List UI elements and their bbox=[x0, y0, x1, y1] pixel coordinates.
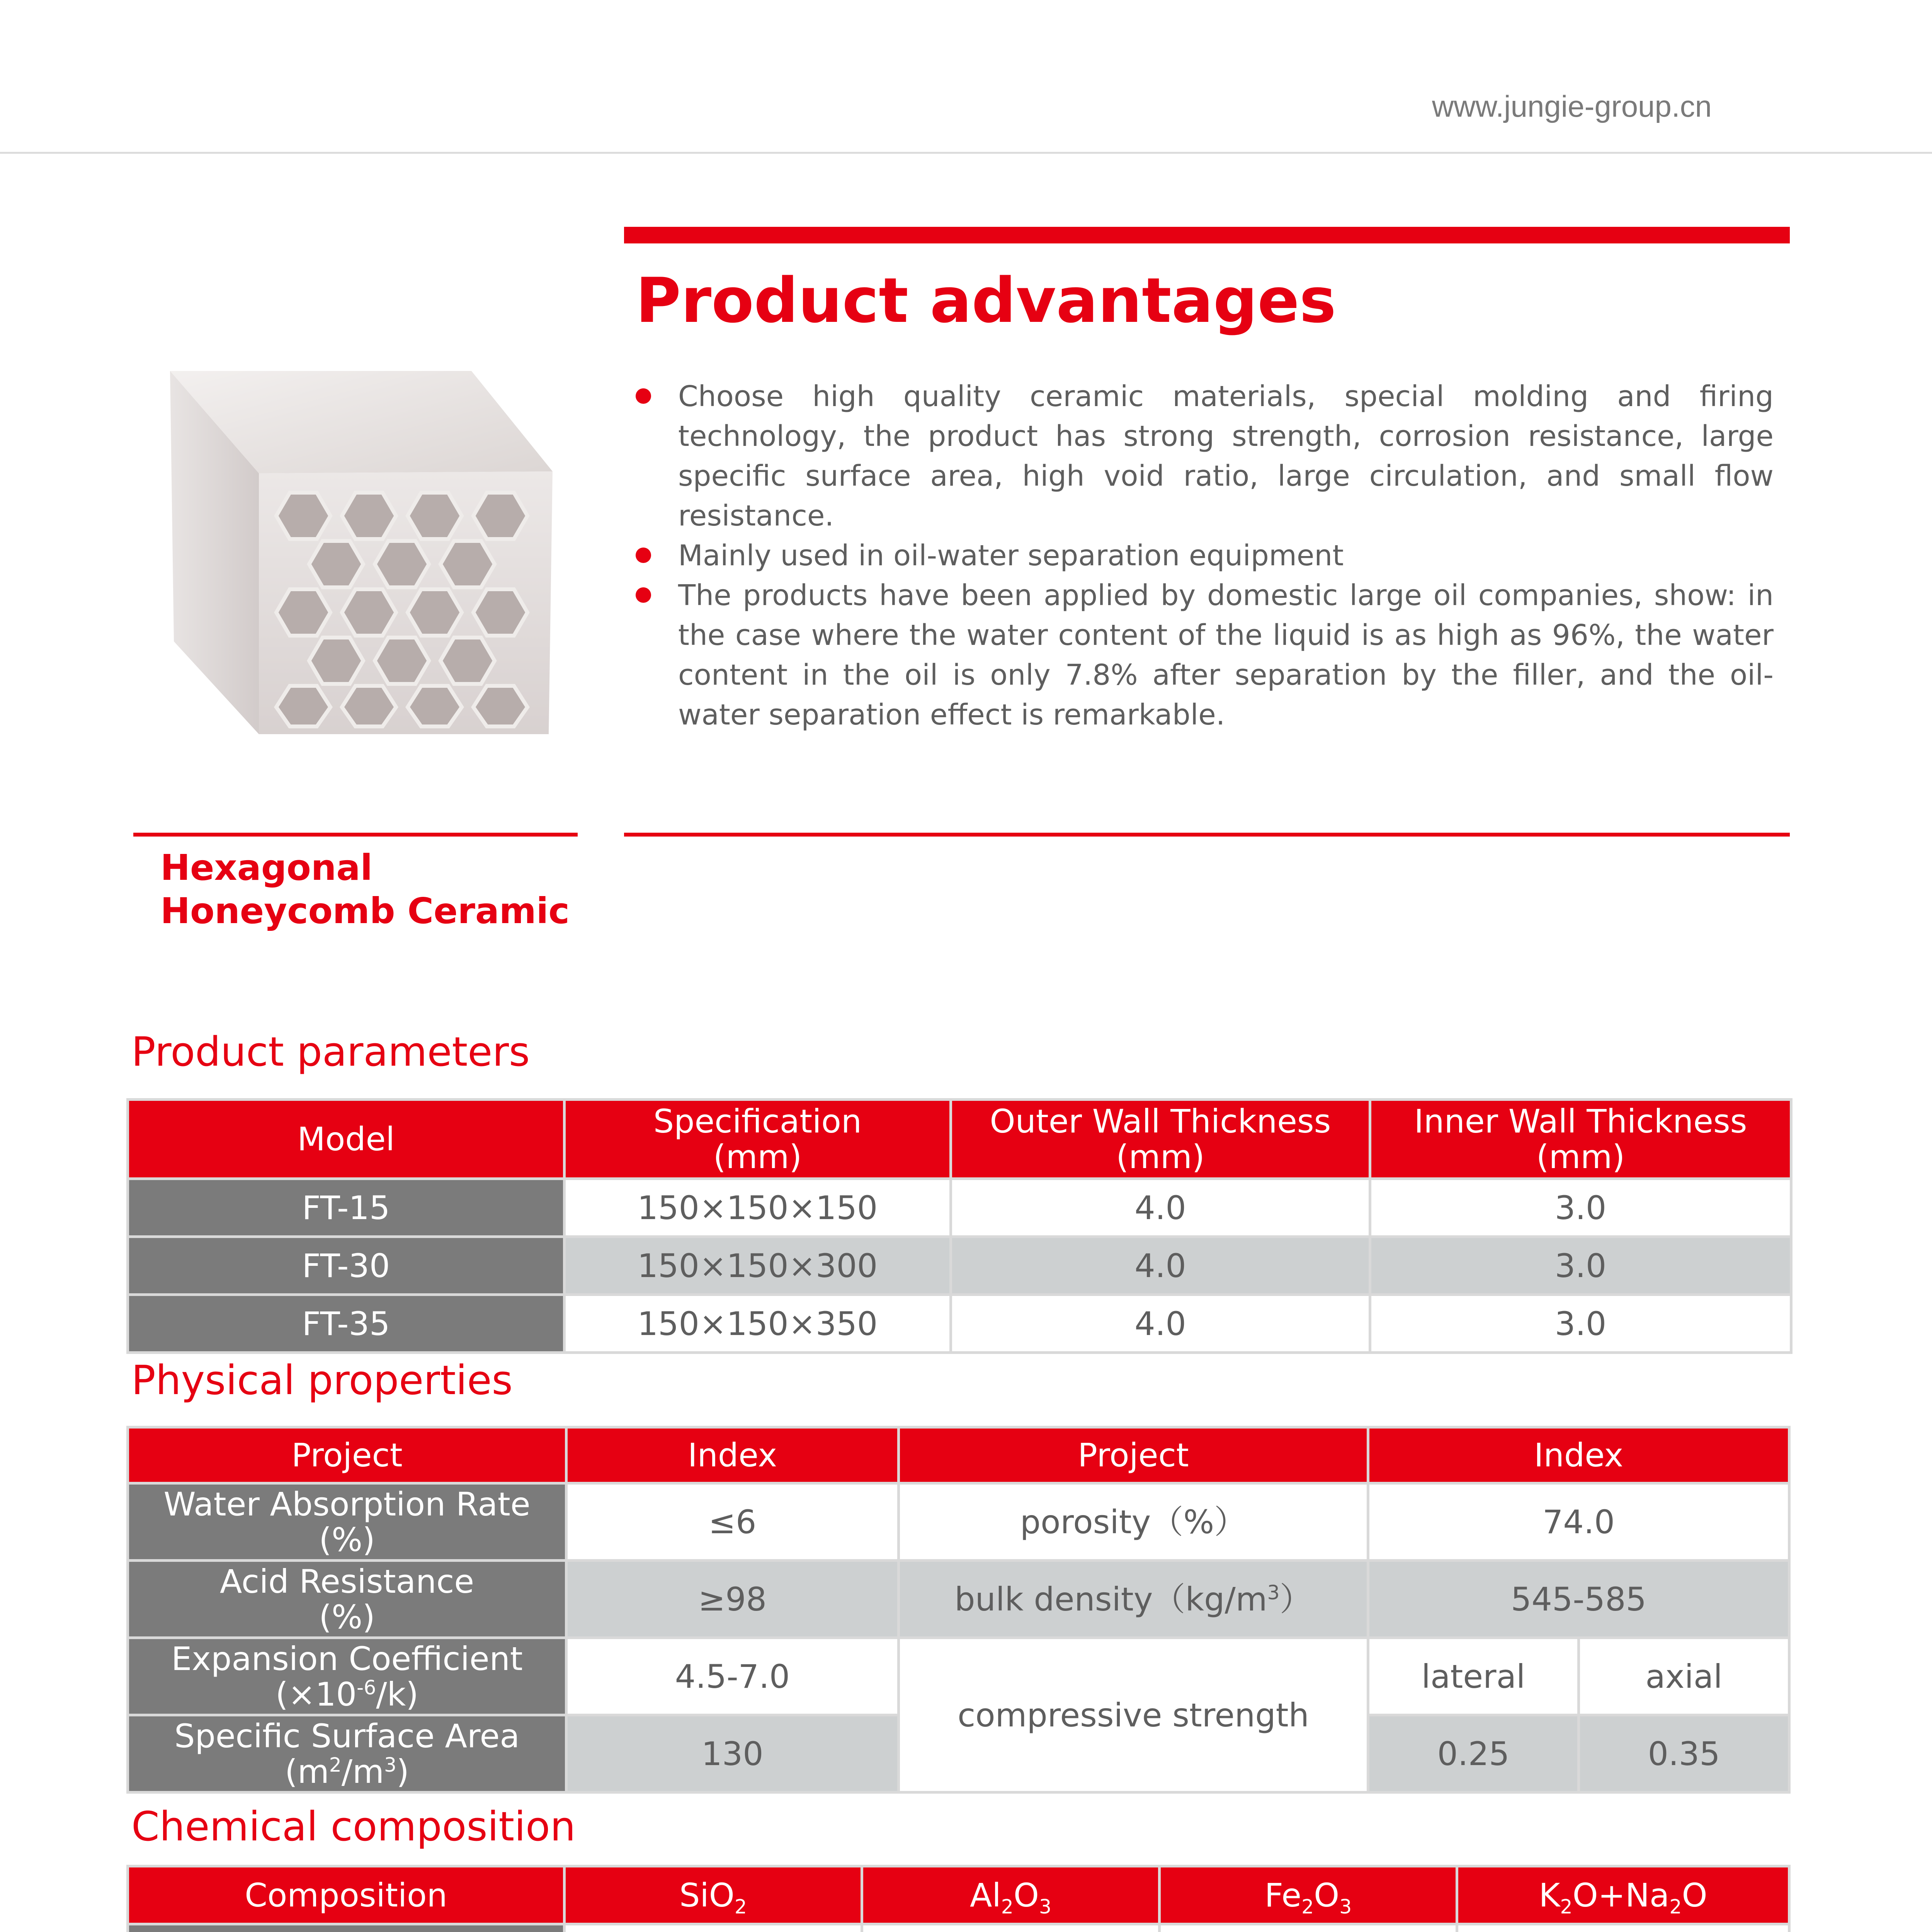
product-name bbox=[160, 846, 624, 933]
parameters-table bbox=[126, 1098, 1793, 1354]
product-name-rule bbox=[133, 833, 578, 837]
header-outer-wall: Outer Wall Thickness (mm) bbox=[951, 1100, 1370, 1179]
advantages-list bbox=[636, 377, 1774, 735]
label-water-absorption: Water Absorption Rate (%) bbox=[128, 1483, 566, 1561]
header-index: Index bbox=[1368, 1427, 1789, 1483]
header-divider bbox=[0, 152, 1932, 154]
value-sio2 bbox=[565, 1924, 862, 1932]
advantage-text: Choose high quality ceramic materials, special molding and firing technology, the product has strong strength, corrosion resistance, large specific surface area, high void ratio, large circulation, and small flow resistance. bbox=[678, 380, 1774, 532]
value-bulk-density: 545-585 bbox=[1368, 1561, 1789, 1638]
advantage-item bbox=[636, 536, 1774, 576]
value-expansion: 4.5-7.0 bbox=[566, 1638, 899, 1715]
header-project: Project bbox=[899, 1427, 1368, 1483]
label-axial: axial bbox=[1579, 1638, 1789, 1715]
label-index bbox=[128, 1924, 565, 1932]
cell-spec: 150×150×300 bbox=[565, 1237, 951, 1295]
table-row bbox=[128, 1295, 1791, 1353]
cell-inner: 3.0 bbox=[1370, 1179, 1791, 1237]
header-k2o-na2o: $K_2O+Na_2O$ bbox=[1457, 1866, 1789, 1924]
bullet-icon bbox=[636, 587, 651, 603]
advantage-item bbox=[636, 377, 1774, 536]
table-row bbox=[128, 1483, 1789, 1561]
label-acid-resistance: Acid Resistance (%) bbox=[128, 1561, 566, 1638]
value-surface-area: 130 bbox=[566, 1715, 899, 1793]
bullet-icon bbox=[636, 548, 651, 563]
header-spec: Specification (mm) bbox=[565, 1100, 951, 1179]
label-compressive-strength: compressive strength bbox=[899, 1638, 1368, 1793]
table-header-row bbox=[128, 1100, 1791, 1179]
advantages-top-bar bbox=[624, 227, 1790, 243]
site-url: www.jungie-group.cn bbox=[1432, 89, 1712, 123]
label-expansion: Expansion Coefficient $(\times 10^{-6}/k)$ bbox=[128, 1638, 566, 1715]
cell-model: FT-15 bbox=[128, 1179, 565, 1237]
product-name-line: Hexagonal bbox=[160, 847, 372, 888]
table-header-row bbox=[128, 1427, 1789, 1483]
parameters-title: Product parameters bbox=[131, 1028, 530, 1075]
chemical-title: Chemical composition bbox=[131, 1803, 576, 1850]
product-name-line: Honeycomb Ceramic bbox=[160, 890, 570, 932]
advantage-item bbox=[636, 576, 1774, 735]
table-row bbox=[128, 1924, 1789, 1932]
advantage-text: Mainly used in oil-water separation equipment bbox=[678, 539, 1344, 572]
header-project: Project bbox=[128, 1427, 566, 1483]
header-composition: Composition bbox=[128, 1866, 565, 1924]
advantages-title: Product advantages bbox=[636, 264, 1336, 337]
physical-title: Physical properties bbox=[131, 1357, 513, 1404]
header-sio2: SiO$_2$ bbox=[565, 1866, 862, 1924]
advantage-text: The products have been applied by domestic large oil companies, show: in the case where the water content of the liquid is as high as 96%, the water content in the oil is only 7.8% after separation by the filler, and the oil-water separation effect is remarkable. bbox=[678, 579, 1774, 731]
advantages-bottom-rule bbox=[624, 833, 1790, 837]
value-porosity: 74.0 bbox=[1368, 1483, 1789, 1561]
bullet-icon bbox=[636, 388, 651, 404]
cell-model: FT-30 bbox=[128, 1237, 565, 1295]
header-inner-wall: Inner Wall Thickness (mm) bbox=[1370, 1100, 1791, 1179]
table-row bbox=[128, 1561, 1789, 1638]
label-surface-area: Specific Surface Area $(m^2/m^3)$ bbox=[128, 1715, 566, 1793]
cell-spec: 150×150×350 bbox=[565, 1295, 951, 1353]
cell-outer: 4.0 bbox=[951, 1179, 1370, 1237]
header-index: Index bbox=[566, 1427, 899, 1483]
value-al2o3 bbox=[862, 1924, 1160, 1932]
table-row bbox=[128, 1237, 1791, 1295]
value-acid-resistance: ≥98 bbox=[566, 1561, 899, 1638]
product-image bbox=[162, 371, 568, 738]
cell-outer: 4.0 bbox=[951, 1237, 1370, 1295]
header-fe2o3: $Fe_2O_3$ bbox=[1160, 1866, 1457, 1924]
label-bulk-density: bulk $density(kg/m^3)$ bbox=[899, 1561, 1368, 1638]
value-lateral: 0.25 bbox=[1368, 1715, 1579, 1793]
cell-model: FT-35 bbox=[128, 1295, 565, 1353]
table-row bbox=[128, 1638, 1789, 1715]
cell-outer: 4.0 bbox=[951, 1295, 1370, 1353]
cell-inner: 3.0 bbox=[1370, 1295, 1791, 1353]
header-model: Model bbox=[128, 1100, 565, 1179]
table-header-row bbox=[128, 1866, 1789, 1924]
chemical-table bbox=[126, 1865, 1791, 1932]
value-axial: 0.35 bbox=[1579, 1715, 1789, 1793]
cell-inner: 3.0 bbox=[1370, 1237, 1791, 1295]
header-al2o3: $Al_2O_3$ bbox=[862, 1866, 1160, 1924]
label-porosity: porosity（%） bbox=[899, 1483, 1368, 1561]
value-k2o-na2o bbox=[1457, 1924, 1789, 1932]
table-row bbox=[128, 1179, 1791, 1237]
cell-spec: 150×150×150 bbox=[565, 1179, 951, 1237]
value-water-absorption: ≤6 bbox=[566, 1483, 899, 1561]
label-lateral: lateral bbox=[1368, 1638, 1579, 1715]
value-fe2o3 bbox=[1160, 1924, 1457, 1932]
physical-table bbox=[126, 1426, 1791, 1794]
